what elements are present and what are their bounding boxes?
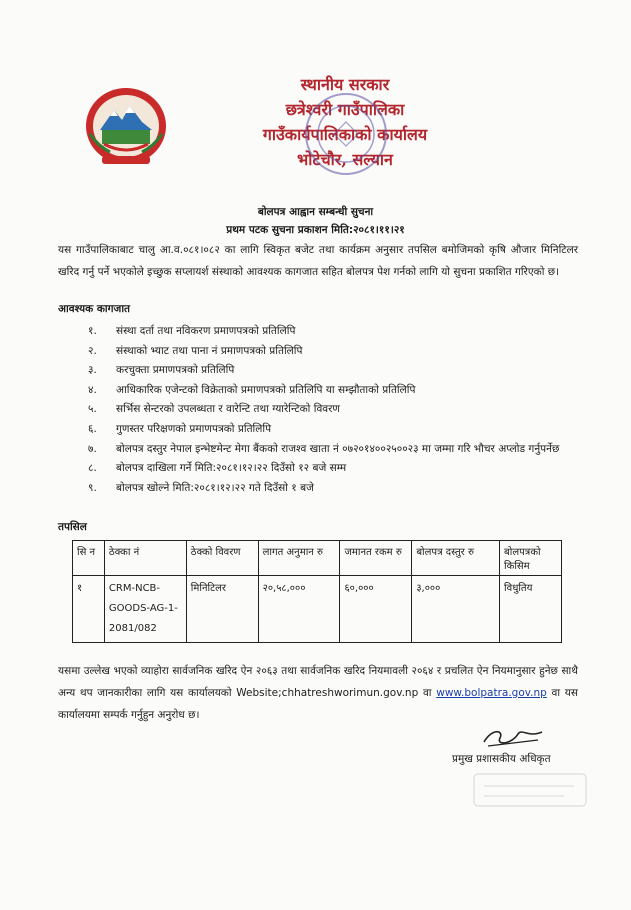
- notice-title: बोलपत्र आह्वान सम्बन्धी सुचना: [257, 206, 374, 218]
- intro-paragraph: यस गाउँपालिकाबाट चालु आ.व.०८१।०८२ का लागि स्विकृत बजेट तथा कार्यक्रम अनुसार तपसिल बमोजिमको कृषि औजार मिनिटिलर खरिद गर्नु पर्ने भएकोले इच्छुक सप्लायर्श संस्थाको आवश्यक कागजात सहित बोलपत्र पेश गर्नको लागि यो सुचना प्रकाशित गरिएको छ।: [58, 244, 578, 278]
- item-number: १.: [88, 325, 97, 337]
- item-text: बोलपत्र दस्तुर नेपाल इन्भेष्टमेन्ट मेगा बैंकको राजश्व खाता नं ०७२०१४००२५००२३ मा जम्मा गरि भौचर अप्लोड गर्नुपर्नेछ: [116, 442, 560, 455]
- office-seal-icon: [296, 84, 396, 184]
- list-item: [58, 400, 578, 420]
- item-number: २.: [88, 344, 97, 357]
- item-number: ५.: [88, 403, 97, 416]
- table-cell: ६०,०००: [340, 576, 412, 643]
- item-text: गुणस्तर परिक्षणको प्रमाणपत्रको प्रतिलिपि: [116, 422, 272, 435]
- list-item: [58, 440, 578, 460]
- item-text: संस्था दर्ता तथा नविकरण प्रमाणपत्रको प्रतिलिपि: [116, 325, 296, 337]
- list-item: [58, 361, 578, 381]
- signature-icon: [478, 724, 548, 750]
- item-text: आधिकारिक एजेन्टको विक्रेताको प्रमाणपत्रको प्रतिलिपि या सम्झौताको प्रतिलिपि: [116, 383, 416, 396]
- list-item: [58, 322, 578, 342]
- list-item: [58, 459, 578, 479]
- closing-paragraph: [58, 660, 578, 726]
- table-cell: विधुतिय: [500, 576, 562, 643]
- notice-subtitle: प्रथम पटक सुचना प्रकाशन मिति:२०८१।११।२१: [226, 224, 405, 236]
- list-item: [58, 479, 578, 499]
- signatory-title: प्रमुख प्रशासकीय अधिकृत: [452, 753, 551, 765]
- table-cell: CRM-NCB-GOODS-AG-1-2081/082: [104, 576, 186, 643]
- schedule-heading: तपसिल: [58, 521, 87, 533]
- col-header: बोलपत्र दस्तुर रु: [412, 541, 500, 576]
- list-item: [58, 381, 578, 401]
- col-header: लागत अनुमान रु: [258, 541, 340, 576]
- table-cell: मिनिटिलर: [186, 576, 258, 643]
- col-header: ठेक्का नं: [104, 541, 186, 576]
- list-item: [58, 342, 578, 362]
- header-line-4: भोटेचौर, सल्यान: [297, 150, 393, 169]
- header-line-1: स्थानीय सरकार: [300, 75, 390, 94]
- item-number: ८.: [88, 462, 97, 475]
- table-cell: २०,५८,०००: [258, 576, 340, 643]
- docs-heading: आवश्यक कागजात: [58, 303, 131, 315]
- item-text: करचुक्ता प्रमाणपत्रको प्रतिलिपि: [116, 364, 235, 377]
- col-header: ठेक्को विवरण: [186, 541, 258, 576]
- bolpatra-link[interactable]: www.bolpatra.gov.np: [436, 687, 547, 699]
- col-header: बोलपत्रको किसिम: [500, 541, 562, 576]
- item-text: बोलपत्र दाखिला गर्ने मिति:२०८१।१२।२२ दिउँसो १२ बजे सम्म: [116, 462, 347, 475]
- table-row: [73, 576, 562, 643]
- list-item: [58, 420, 578, 440]
- item-number: ६.: [88, 422, 97, 435]
- col-header: सि न: [73, 541, 105, 576]
- header-line-2: छत्रेश्वरी गाउँपालिका: [285, 100, 405, 119]
- closing-tail: वा यस कार्यालयमा सम्पर्क गर्नुहुन अनुरोध छ।: [58, 687, 578, 721]
- item-text: संस्थाको भ्याट तथा पाना नं प्रमाणपत्रको प्रतिलिपि: [116, 344, 303, 357]
- table-header-row: [73, 541, 562, 576]
- schedule-table: [72, 540, 562, 643]
- nepal-emblem-icon: [80, 82, 172, 170]
- header-line-3: गाउँकार्यपालिकाको कार्यालय: [262, 125, 428, 144]
- faint-stamp-icon: [470, 768, 590, 812]
- closing-text: यसमा उल्लेख भएको व्याहोरा सार्वजनिक खरिद ऐन २०६३ तथा सार्वजनिक खरिद नियमावली २०६४ र प्रचलित ऐन नियमानुसार हुनेछ साथै अन्य थप जानकारीका लागि यस कार्यालयको Website;chhatreshworimun.gov.np वा: [58, 665, 578, 699]
- col-header: जमानत रकम रु: [340, 541, 412, 576]
- item-number: ९.: [88, 481, 97, 494]
- item-number: ३.: [88, 364, 97, 377]
- item-text: बोलपत्र खोल्ने मिति:२०८१।१२।२२ गते दिउँसो १ बजे: [116, 481, 314, 494]
- item-text: सर्भिस सेन्टरको उपलब्धता र वारेन्टि तथा ग्यारेन्टिको विवरण: [116, 403, 341, 416]
- table-cell: १: [73, 576, 105, 643]
- docs-list: [58, 322, 578, 498]
- table-cell: ३,०००: [412, 576, 500, 643]
- item-number: ४.: [88, 383, 97, 396]
- item-number: ७.: [88, 442, 97, 455]
